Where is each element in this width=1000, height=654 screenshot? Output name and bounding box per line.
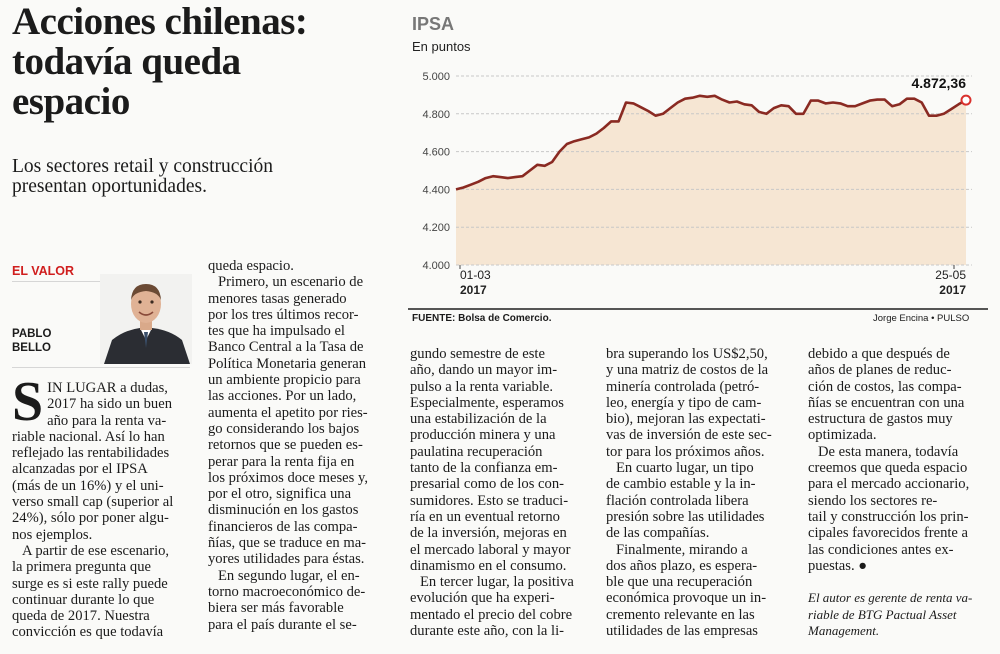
- text-line: tor para los próximos años.: [606, 443, 765, 460]
- text-line: los próximos doce meses y,: [208, 469, 368, 486]
- body-column-2: [208, 258, 398, 633]
- text-line: Finalmente, mirando a: [616, 541, 748, 558]
- text-line: financieros de las compa-: [208, 518, 358, 535]
- text-line: flación controlada libera: [606, 492, 749, 509]
- text-line: el mercado laboral y mayor: [410, 541, 571, 558]
- text-line: nos ejemplos.: [12, 526, 93, 543]
- y-tick-label: 4.000: [422, 260, 450, 272]
- text-line: utilidades de las empresas: [606, 623, 758, 640]
- body-column-1: [12, 371, 192, 641]
- text-line: (más de un 16%) y el uni-: [12, 477, 164, 494]
- text-line: [808, 574, 993, 590]
- text-line: perar para la renta fija en: [208, 453, 355, 470]
- text-line: 24%), sólo por poner algu-: [12, 510, 169, 527]
- text-line: yores utilidades para éstas.: [208, 551, 365, 568]
- text-line: tes que ha impulsado el: [208, 323, 345, 340]
- text-line: IN LUGAR a dudas,: [47, 380, 168, 396]
- text-line: vas de inversión de este sec-: [606, 427, 772, 444]
- text-line: A partir de ese escenario,: [22, 542, 170, 559]
- divider: [12, 367, 190, 368]
- text-line: menores tasas generado: [208, 290, 347, 307]
- text-line: evolución que ha experi-: [410, 590, 555, 607]
- y-tick-label: 4.200: [422, 222, 450, 235]
- x-tick-label: 2017: [460, 283, 487, 297]
- text-line: En segundo lugar, el en-: [218, 567, 360, 584]
- chart-credit: Jorge Encina • PULSO: [873, 313, 970, 324]
- text-line: Banco Central a la Tasa de: [208, 339, 364, 356]
- subheadline: [12, 157, 382, 197]
- text-line: cipales favorecidos frente a: [808, 525, 969, 542]
- headline-line: todavía queda: [12, 40, 241, 83]
- text-line: Especialmente, esperamos: [410, 394, 564, 411]
- text-line: bra superando los US$2,50,: [606, 346, 768, 362]
- text-line: las acciones. Por un lado,: [208, 388, 357, 405]
- text-line: queda espacio.: [208, 258, 294, 274]
- text-line: creemos que queda espacio: [808, 460, 968, 477]
- text-line: tail y construcción los prin-: [808, 508, 969, 525]
- text-line: años de planes de reduc-: [808, 362, 952, 379]
- body-column-3: [410, 346, 600, 639]
- text-line: pulso a la renta variable.: [410, 378, 554, 395]
- text-line: minería controlada (petró-: [606, 378, 760, 395]
- text-line: de las compañías.: [606, 525, 710, 542]
- text-line: por el otro, significa una: [208, 486, 352, 503]
- text-line: retornos que se pueden es-: [208, 437, 363, 454]
- text-line: riable de BTG Pactual Asset: [808, 606, 957, 622]
- y-tick-label: 5.000: [422, 71, 450, 83]
- text-line: para el mercado accionario,: [808, 476, 970, 493]
- text-line: aumenta el apetito por ries-: [208, 404, 368, 421]
- last-value-marker: [962, 96, 971, 105]
- text-line: bio), mejoran las expectati-: [606, 411, 766, 428]
- text-line: disminución en los gastos: [208, 502, 359, 519]
- y-tick-label: 4.600: [422, 146, 450, 159]
- chart-subtitle: En puntos: [412, 39, 471, 54]
- headline-line: Acciones chilenas:: [12, 0, 308, 43]
- text-line: año para la renta va-: [47, 412, 167, 429]
- text-line: estructura de gastos muy: [808, 411, 953, 428]
- text-line: tanto de la confianza em-: [410, 460, 558, 477]
- section-label: EL VALOR: [12, 264, 75, 278]
- headline: [12, 2, 392, 122]
- text-line: cremento relevante en las: [606, 606, 755, 623]
- text-line: por los tres últimos recor-: [208, 306, 359, 323]
- text-line: optimizada.: [808, 427, 877, 444]
- y-tick-label: 4.400: [422, 184, 450, 197]
- text-line: una estabilización de la: [410, 411, 547, 428]
- text-line: económica provoque un in-: [606, 590, 767, 607]
- body-column-4: [606, 346, 796, 639]
- text-line: alcanzadas por el IPSA: [12, 461, 148, 478]
- x-tick-label: 01-03: [460, 268, 491, 282]
- text-line: convicción es que todavía: [12, 624, 164, 641]
- text-line: sumidores. Esto se traduci-: [410, 492, 569, 509]
- text-line: año, dando un mayor im-: [410, 362, 558, 379]
- text-line: biera ser más favorable: [208, 600, 344, 617]
- last-value-label: 4.872,36: [911, 75, 966, 92]
- text-line: gundo semestre de este: [410, 346, 545, 362]
- subheadline-line: presentan oportunidades.: [12, 176, 207, 197]
- text-line: mentado el precio del cobre: [410, 606, 573, 623]
- text-line: En tercer lugar, la positiva: [420, 574, 574, 591]
- author-photo: [100, 274, 192, 364]
- text-line: y una matriz de costos de la: [606, 362, 769, 379]
- area-fill: [456, 96, 966, 265]
- text-line: leo, energía y tipo de cam-: [606, 394, 762, 411]
- dropcap: S: [12, 371, 44, 433]
- text-line: dos años plazo, es espera-: [606, 557, 758, 574]
- text-line: torno macroeconómico de-: [208, 583, 366, 600]
- text-line: surge es si este rally puede: [12, 575, 168, 592]
- text-line: presión sobre las utilidades: [606, 508, 765, 525]
- text-line: Primero, un escenario de: [218, 274, 364, 291]
- text-line: Management.: [808, 623, 880, 639]
- text-line: verso small cap (superior al: [12, 494, 174, 511]
- subheadline-line: Los sectores retail y construcción: [12, 156, 273, 177]
- text-line: De esta manera, todavía: [818, 443, 959, 460]
- author-name-line: PABLO: [12, 328, 52, 340]
- text-line: dinamismo en el consumo.: [410, 557, 567, 574]
- text-line: reflejado las rentabilidades: [12, 445, 170, 462]
- author-name-line: BELLO: [12, 342, 51, 354]
- text-line: durante este año, con la li-: [410, 623, 564, 640]
- text-line: debido a que después de: [808, 346, 950, 362]
- text-line: un ambiente propicio para: [208, 372, 361, 389]
- chart-title: IPSA: [412, 14, 455, 34]
- text-line: ñías se encuentran con una: [808, 394, 965, 411]
- text-line: 2017 ha sido un buen: [47, 396, 173, 413]
- text-line: continuar durante lo que: [12, 591, 155, 608]
- text-line: ñías, que se traduce en ma-: [208, 535, 367, 552]
- text-line: En cuarto lugar, un tipo: [616, 460, 754, 477]
- x-tick-label: 25-05: [935, 268, 966, 282]
- x-tick-label: 2017: [939, 283, 966, 297]
- y-tick-label: 4.800: [422, 108, 450, 121]
- divider: [408, 308, 988, 310]
- text-line: las condiciones antes ex-: [808, 541, 954, 558]
- text-line: de la inversión, mejoras en: [410, 525, 567, 542]
- text-line: ción de costos, las compa-: [808, 378, 962, 395]
- body-column-5: [808, 346, 993, 639]
- text-line: go considerando los bajos: [208, 420, 360, 437]
- text-line: El autor es gerente de renta va-: [808, 590, 973, 606]
- text-line: riable nacional. Así lo han: [12, 428, 165, 445]
- headline-line: espacio: [12, 80, 130, 123]
- text-line: Política Monetaria generan: [208, 355, 367, 372]
- text-line: presarial como de los con-: [410, 476, 564, 493]
- text-line: la primera pregunta que: [12, 559, 151, 576]
- text-line: queda de 2017. Nuestra: [12, 608, 150, 625]
- text-line: siendo los sectores re-: [808, 492, 938, 509]
- ipsa-chart: [408, 62, 988, 306]
- chart-source: FUENTE: Bolsa de Comercio.: [412, 313, 552, 324]
- text-line: para el país durante el se-: [208, 616, 357, 633]
- text-line: ría en un eventual retorno: [410, 508, 560, 525]
- text-line: de cambio estable y la in-: [606, 476, 756, 493]
- text-line: producción minera y una: [410, 427, 556, 444]
- author-name: [12, 327, 51, 355]
- text-line: ble que una recuperación: [606, 574, 753, 591]
- text-line: puestas. ●: [808, 557, 868, 574]
- text-line: paulatina recuperación: [410, 443, 543, 460]
